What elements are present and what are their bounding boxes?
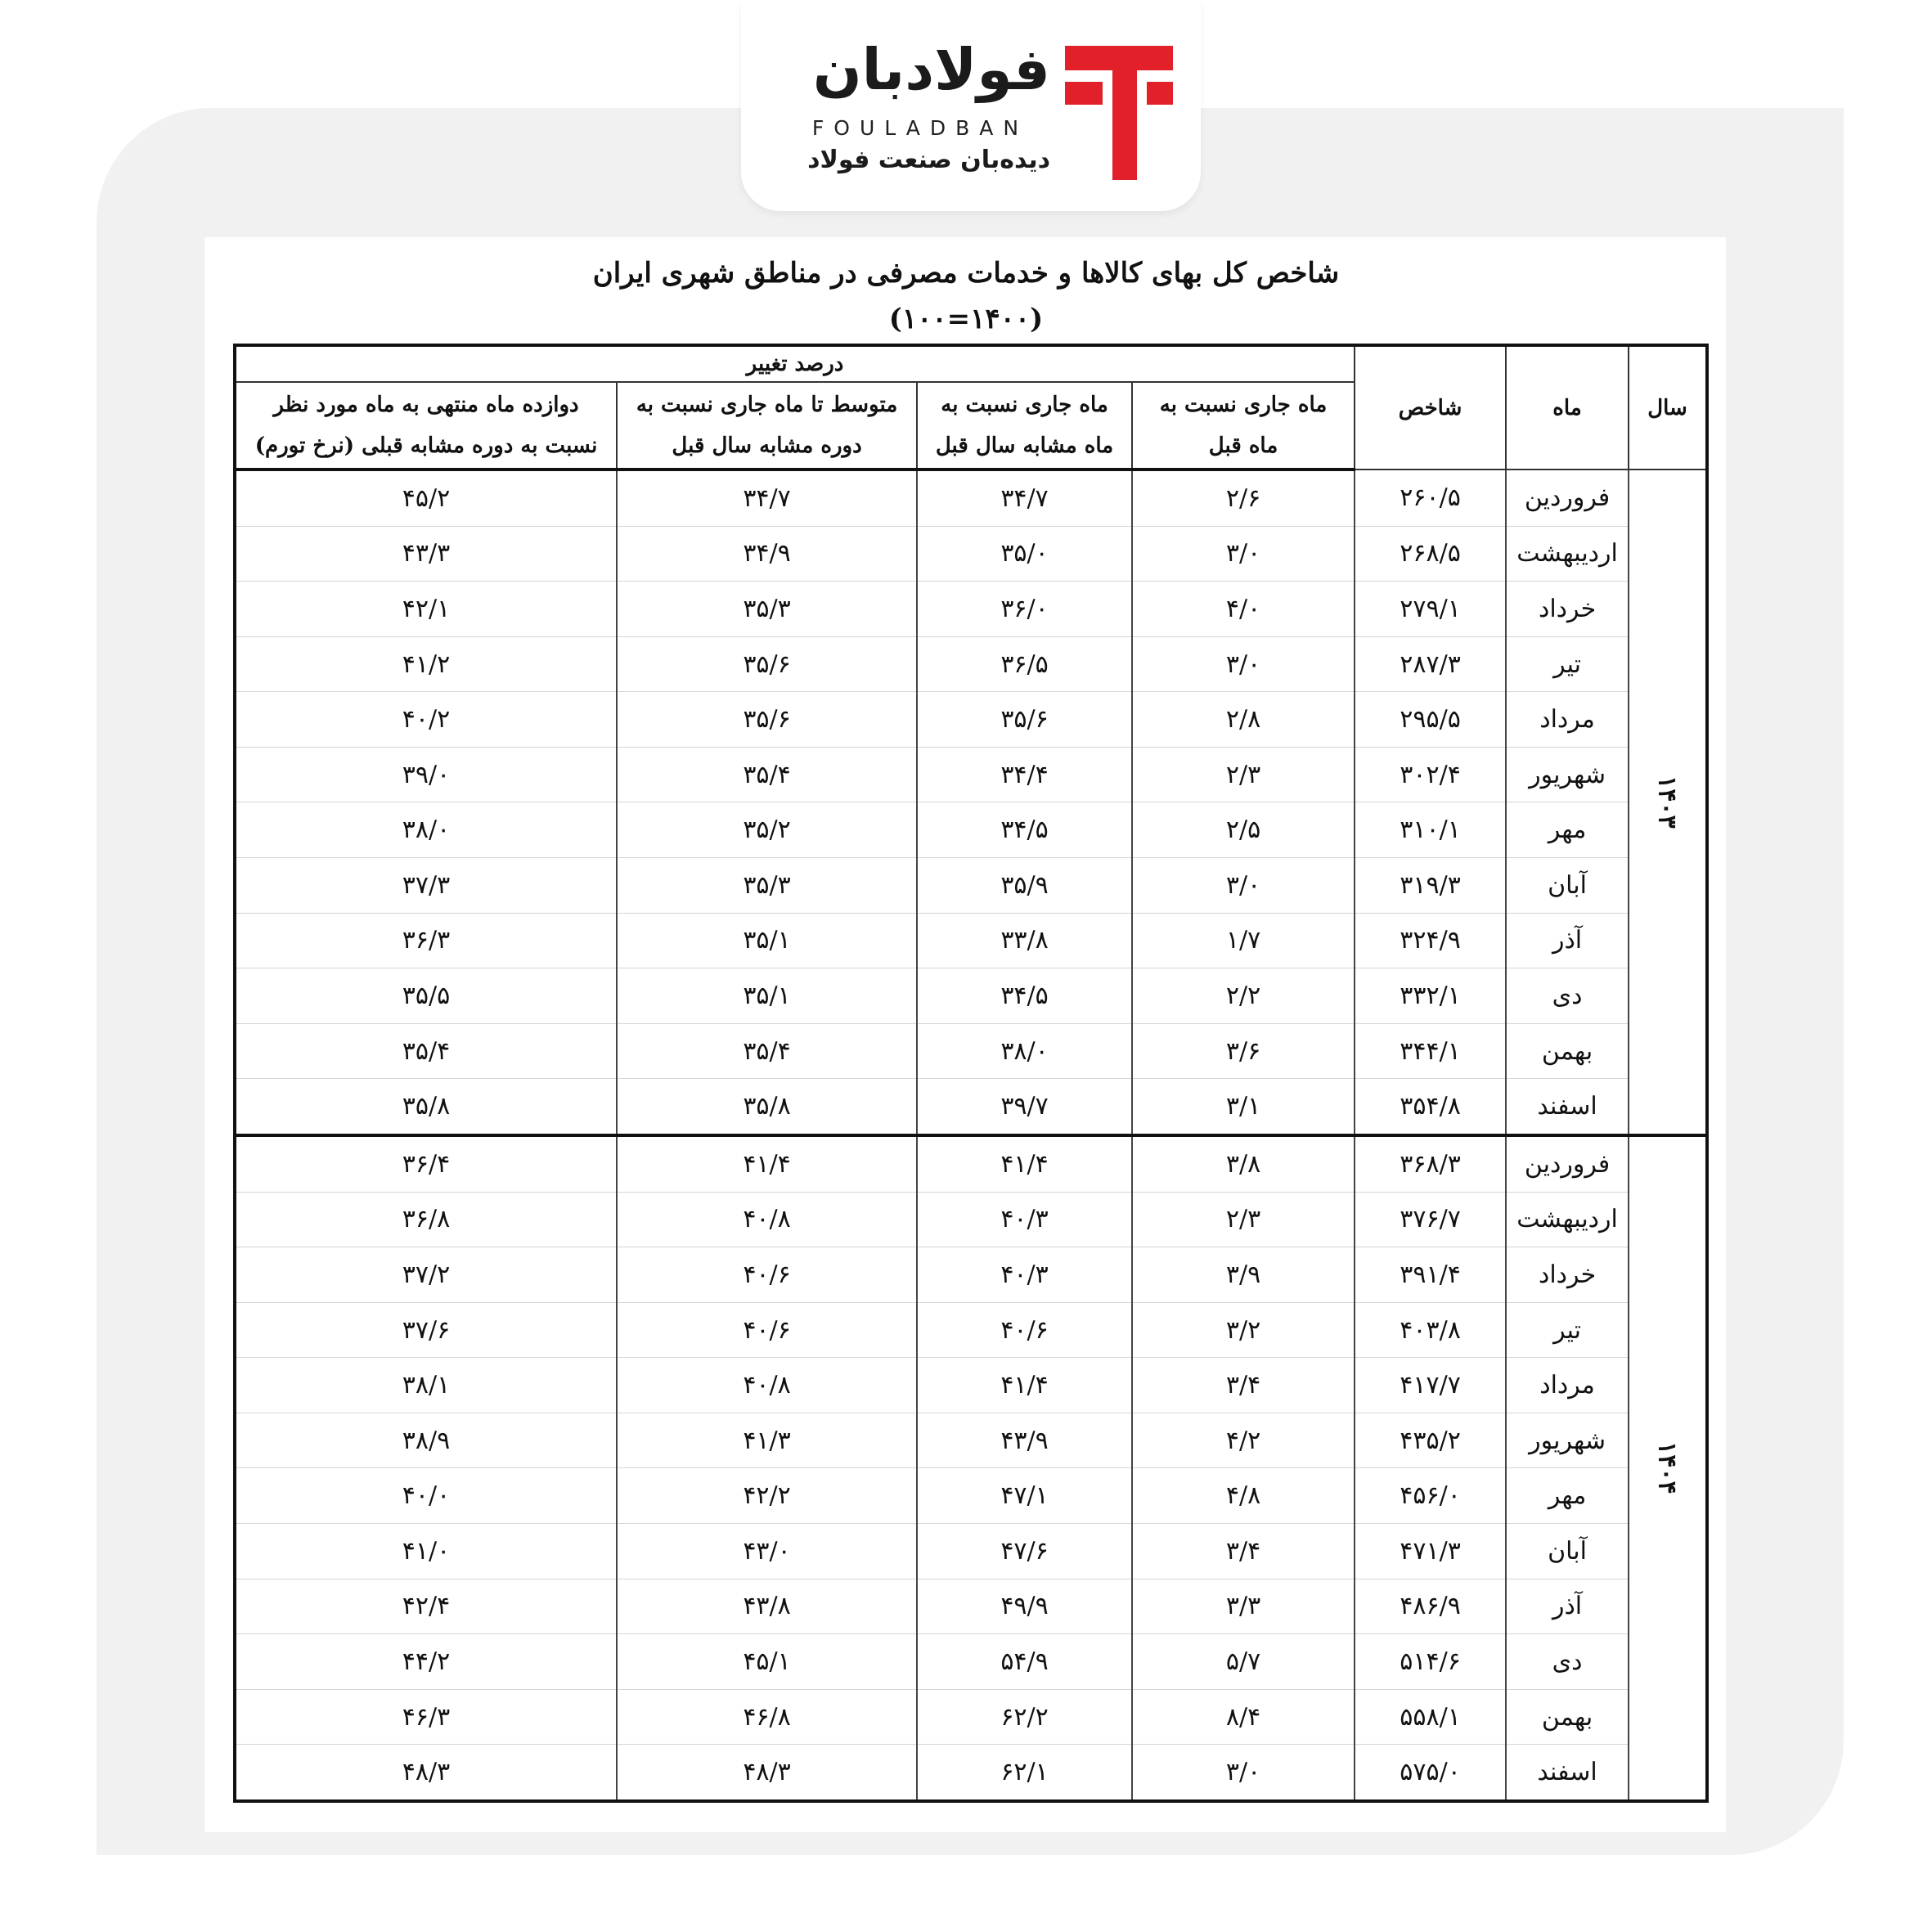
- table-row: [235, 526, 1707, 582]
- table-row: [235, 470, 1707, 526]
- twelve-cell: ۴۲/۴: [235, 1579, 617, 1634]
- ytd-cell: ۳۵/۶: [617, 636, 917, 692]
- index-cell: ۲۷۹/۱: [1355, 582, 1506, 637]
- yoy-cell: ۴۱/۴: [917, 1135, 1132, 1192]
- month-cell: بهمن: [1506, 1689, 1629, 1745]
- ytd-cell: ۴۸/۳: [617, 1745, 917, 1801]
- yoy-cell: ۳۴/۵: [917, 968, 1132, 1024]
- index-cell: ۲۶۸/۵: [1355, 526, 1506, 582]
- twelve-cell: ۳۵/۴: [235, 1023, 617, 1079]
- table-row: [235, 1302, 1707, 1358]
- yoy-cell: ۴۷/۱: [917, 1468, 1132, 1524]
- ytd-cell: ۳۴/۹: [617, 526, 917, 582]
- index-cell: ۳۷۶/۷: [1355, 1192, 1506, 1247]
- table-row: [235, 802, 1707, 858]
- index-cell: ۳۹۱/۴: [1355, 1247, 1506, 1303]
- yoy-cell: ۶۲/۲: [917, 1689, 1132, 1745]
- table-row: [235, 1079, 1707, 1135]
- month-cell: فروردین: [1506, 1135, 1629, 1192]
- month-cell: خرداد: [1506, 582, 1629, 637]
- yoy-cell: ۴۳/۹: [917, 1413, 1132, 1468]
- brand-logo: [741, 0, 1201, 211]
- month-cell: خرداد: [1506, 1247, 1629, 1303]
- ytd-cell: ۳۵/۸: [617, 1079, 917, 1135]
- twelve-cell: ۳۵/۸: [235, 1079, 617, 1135]
- month-cell: دی: [1506, 968, 1629, 1024]
- header-ytd-line1: متوسط تا ماه جاری نسبت به: [636, 393, 898, 417]
- fouladban-logo-icon: [1065, 46, 1173, 180]
- month-cell: بهمن: [1506, 1023, 1629, 1079]
- twelve-cell: ۳۸/۹: [235, 1413, 617, 1468]
- month-cell: اردیبهشت: [1506, 526, 1629, 582]
- twelve-cell: ۴۵/۲: [235, 470, 617, 526]
- index-cell: ۴۰۳/۸: [1355, 1302, 1506, 1358]
- mom-cell: ۳/۳: [1132, 1579, 1355, 1634]
- brand-tagline: دیده‌بان صنعت فولاد: [807, 146, 1050, 174]
- year-label: ۱۴۰۳: [1653, 775, 1683, 829]
- header-yoy: [917, 382, 1132, 470]
- table-row: [235, 1468, 1707, 1524]
- mom-cell: ۳/۰: [1132, 1745, 1355, 1801]
- twelve-cell: ۳۹/۰: [235, 747, 617, 802]
- yoy-cell: ۴۰/۳: [917, 1192, 1132, 1247]
- twelve-cell: ۳۸/۱: [235, 1358, 617, 1413]
- table-row: [235, 1745, 1707, 1801]
- header-twelve-month: [235, 382, 617, 470]
- index-cell: ۴۵۶/۰: [1355, 1468, 1506, 1524]
- yoy-cell: ۳۴/۴: [917, 747, 1132, 802]
- table-row: [235, 636, 1707, 692]
- month-cell: آبان: [1506, 858, 1629, 914]
- month-cell: مرداد: [1506, 1358, 1629, 1413]
- table-row: [235, 1358, 1707, 1413]
- index-cell: ۴۷۱/۳: [1355, 1524, 1506, 1579]
- table-row: [235, 1023, 1707, 1079]
- year-cell: [1629, 1135, 1707, 1801]
- mom-cell: ۳/۹: [1132, 1247, 1355, 1303]
- index-cell: ۴۱۷/۷: [1355, 1358, 1506, 1413]
- ytd-cell: ۴۰/۸: [617, 1358, 917, 1413]
- table-row: [235, 1634, 1707, 1690]
- twelve-cell: ۳۸/۰: [235, 802, 617, 858]
- header-twelve-line1: دوازده ماه منتهی به ماه مورد نظر: [273, 393, 579, 417]
- index-cell: ۴۸۶/۹: [1355, 1579, 1506, 1634]
- month-cell: تیر: [1506, 1302, 1629, 1358]
- month-cell: اسفند: [1506, 1079, 1629, 1135]
- index-cell: ۲۶۰/۵: [1355, 470, 1506, 526]
- yoy-cell: ۳۴/۵: [917, 802, 1132, 858]
- ytd-cell: ۳۵/۶: [617, 692, 917, 748]
- ytd-cell: ۴۶/۸: [617, 1689, 917, 1745]
- mom-cell: ۱/۷: [1132, 913, 1355, 968]
- header-ytd: [617, 382, 917, 470]
- table-row: [235, 1524, 1707, 1579]
- month-cell: مهر: [1506, 1468, 1629, 1524]
- ytd-cell: ۴۲/۲: [617, 1468, 917, 1524]
- yoy-cell: ۳۳/۸: [917, 913, 1132, 968]
- table-row: [235, 582, 1707, 637]
- ytd-cell: ۳۵/۴: [617, 747, 917, 802]
- table-row: [235, 968, 1707, 1024]
- cpi-table: [233, 344, 1709, 1803]
- header-ytd-line2: دوره مشابه سال قبل: [672, 434, 862, 458]
- year-label: ۱۴۰۴: [1653, 1441, 1683, 1495]
- header-index: شاخص: [1355, 345, 1506, 470]
- yoy-cell: ۳۵/۹: [917, 858, 1132, 914]
- index-cell: ۵۷۵/۰: [1355, 1745, 1506, 1801]
- table-row: [235, 1689, 1707, 1745]
- header-mom: [1132, 382, 1355, 470]
- mom-cell: ۳/۱: [1132, 1079, 1355, 1135]
- yoy-cell: ۳۶/۵: [917, 636, 1132, 692]
- twelve-cell: ۴۳/۳: [235, 526, 617, 582]
- table-row: [235, 747, 1707, 802]
- month-cell: آبان: [1506, 1524, 1629, 1579]
- month-cell: آذر: [1506, 913, 1629, 968]
- month-cell: مهر: [1506, 802, 1629, 858]
- mom-cell: ۴/۲: [1132, 1413, 1355, 1468]
- header-month: ماه: [1506, 345, 1629, 470]
- twelve-cell: ۳۵/۵: [235, 968, 617, 1024]
- table-row: [235, 1579, 1707, 1634]
- mom-cell: ۴/۰: [1132, 582, 1355, 637]
- table-row: [235, 692, 1707, 748]
- yoy-cell: ۴۹/۹: [917, 1579, 1132, 1634]
- yoy-cell: ۳۹/۷: [917, 1079, 1132, 1135]
- twelve-cell: ۴۶/۳: [235, 1689, 617, 1745]
- twelve-cell: ۳۷/۲: [235, 1247, 617, 1303]
- brand-name-en: FOULADBAN: [811, 116, 1029, 140]
- ytd-cell: ۳۵/۳: [617, 582, 917, 637]
- mom-cell: ۲/۳: [1132, 1192, 1355, 1247]
- twelve-cell: ۴۰/۲: [235, 692, 617, 748]
- mom-cell: ۳/۴: [1132, 1524, 1355, 1579]
- yoy-cell: ۳۶/۰: [917, 582, 1132, 637]
- yoy-cell: ۳۸/۰: [917, 1023, 1132, 1079]
- header-twelve-line2: نسبت به دوره مشابه قبلی (نرخ تورم): [254, 434, 598, 458]
- mom-cell: ۳/۸: [1132, 1135, 1355, 1192]
- twelve-cell: ۴۰/۰: [235, 1468, 617, 1524]
- ytd-cell: ۳۵/۴: [617, 1023, 917, 1079]
- table-row: [235, 1247, 1707, 1303]
- ytd-cell: ۴۰/۸: [617, 1192, 917, 1247]
- index-cell: ۳۵۴/۸: [1355, 1079, 1506, 1135]
- ytd-cell: ۳۵/۳: [617, 858, 917, 914]
- index-cell: ۳۶۸/۳: [1355, 1135, 1506, 1192]
- ytd-cell: ۴۰/۶: [617, 1247, 917, 1303]
- ytd-cell: ۳۵/۱: [617, 913, 917, 968]
- year-cell: [1629, 470, 1707, 1135]
- ytd-cell: ۳۵/۱: [617, 968, 917, 1024]
- ytd-cell: ۴۱/۴: [617, 1135, 917, 1192]
- table-row: [235, 913, 1707, 968]
- mom-cell: ۳/۰: [1132, 526, 1355, 582]
- index-cell: ۵۱۴/۶: [1355, 1634, 1506, 1690]
- twelve-cell: ۳۶/۸: [235, 1192, 617, 1247]
- month-cell: شهریور: [1506, 1413, 1629, 1468]
- header-mom-line2: ماه قبل: [1208, 434, 1278, 458]
- yoy-cell: ۳۵/۰: [917, 526, 1132, 582]
- ytd-cell: ۴۵/۱: [617, 1634, 917, 1690]
- index-cell: ۳۴۴/۱: [1355, 1023, 1506, 1079]
- mom-cell: ۳/۶: [1132, 1023, 1355, 1079]
- ytd-cell: ۴۱/۳: [617, 1413, 917, 1468]
- twelve-cell: ۳۶/۴: [235, 1135, 617, 1192]
- table-base-year: (۱۴۰۰=۱۰۰): [888, 303, 1044, 335]
- header-yoy-line1: ماه جاری نسبت به: [941, 393, 1108, 417]
- ytd-cell: ۳۴/۷: [617, 470, 917, 526]
- mom-cell: ۴/۸: [1132, 1468, 1355, 1524]
- yoy-cell: ۴۷/۶: [917, 1524, 1132, 1579]
- twelve-cell: ۴۲/۱: [235, 582, 617, 637]
- mom-cell: ۲/۳: [1132, 747, 1355, 802]
- header-percent-change: درصد تغییر: [235, 345, 1355, 382]
- twelve-cell: ۴۸/۳: [235, 1745, 617, 1801]
- header-year: سال: [1629, 345, 1707, 470]
- twelve-cell: ۳۷/۶: [235, 1302, 617, 1358]
- table-row: [235, 1192, 1707, 1247]
- index-cell: ۳۰۲/۴: [1355, 747, 1506, 802]
- month-cell: تیر: [1506, 636, 1629, 692]
- mom-cell: ۲/۸: [1132, 692, 1355, 748]
- mom-cell: ۲/۵: [1132, 802, 1355, 858]
- twelve-cell: ۴۴/۲: [235, 1634, 617, 1690]
- table-row: [235, 1413, 1707, 1468]
- month-cell: اردیبهشت: [1506, 1192, 1629, 1247]
- yoy-cell: ۳۴/۷: [917, 470, 1132, 526]
- index-cell: ۳۱۰/۱: [1355, 802, 1506, 858]
- yoy-cell: ۵۴/۹: [917, 1634, 1132, 1690]
- mom-cell: ۵/۷: [1132, 1634, 1355, 1690]
- table-body: [235, 470, 1707, 1801]
- index-cell: ۳۱۹/۳: [1355, 858, 1506, 914]
- twelve-cell: ۳۷/۳: [235, 858, 617, 914]
- month-cell: شهریور: [1506, 747, 1629, 802]
- header-yoy-line2: ماه مشابه سال قبل: [935, 434, 1114, 458]
- yoy-cell: ۴۰/۳: [917, 1247, 1132, 1303]
- ytd-cell: ۴۰/۶: [617, 1302, 917, 1358]
- mom-cell: ۳/۲: [1132, 1302, 1355, 1358]
- brand-name-fa: فولادبان: [812, 36, 1050, 103]
- yoy-cell: ۴۰/۶: [917, 1302, 1132, 1358]
- index-cell: ۵۵۸/۱: [1355, 1689, 1506, 1745]
- index-cell: ۳۳۲/۱: [1355, 968, 1506, 1024]
- mom-cell: ۲/۶: [1132, 470, 1355, 526]
- mom-cell: ۳/۰: [1132, 636, 1355, 692]
- month-cell: مرداد: [1506, 692, 1629, 748]
- ytd-cell: ۴۳/۰: [617, 1524, 917, 1579]
- mom-cell: ۲/۲: [1132, 968, 1355, 1024]
- index-cell: ۲۸۷/۳: [1355, 636, 1506, 692]
- index-cell: ۲۹۵/۵: [1355, 692, 1506, 748]
- table-row: [235, 858, 1707, 914]
- mom-cell: ۳/۰: [1132, 858, 1355, 914]
- index-cell: ۳۲۴/۹: [1355, 913, 1506, 968]
- month-cell: دی: [1506, 1634, 1629, 1690]
- mom-cell: ۸/۴: [1132, 1689, 1355, 1745]
- yoy-cell: ۳۵/۶: [917, 692, 1132, 748]
- ytd-cell: ۳۵/۲: [617, 802, 917, 858]
- month-cell: اسفند: [1506, 1745, 1629, 1801]
- twelve-cell: ۴۱/۰: [235, 1524, 617, 1579]
- table-title: شاخص کل بهای کالاها و خدمات مصرفی در مناطق شهری ایران: [592, 257, 1340, 290]
- yoy-cell: ۴۱/۴: [917, 1358, 1132, 1413]
- index-cell: ۴۳۵/۲: [1355, 1413, 1506, 1468]
- twelve-cell: ۳۶/۳: [235, 913, 617, 968]
- month-cell: آذر: [1506, 1579, 1629, 1634]
- twelve-cell: ۴۱/۲: [235, 636, 617, 692]
- header-row-group: [235, 345, 1707, 382]
- mom-cell: ۳/۴: [1132, 1358, 1355, 1413]
- yoy-cell: ۶۲/۱: [917, 1745, 1132, 1801]
- header-mom-line1: ماه جاری نسبت به: [1159, 393, 1328, 417]
- month-cell: فروردین: [1506, 470, 1629, 526]
- ytd-cell: ۴۳/۸: [617, 1579, 917, 1634]
- table-row: [235, 1135, 1707, 1192]
